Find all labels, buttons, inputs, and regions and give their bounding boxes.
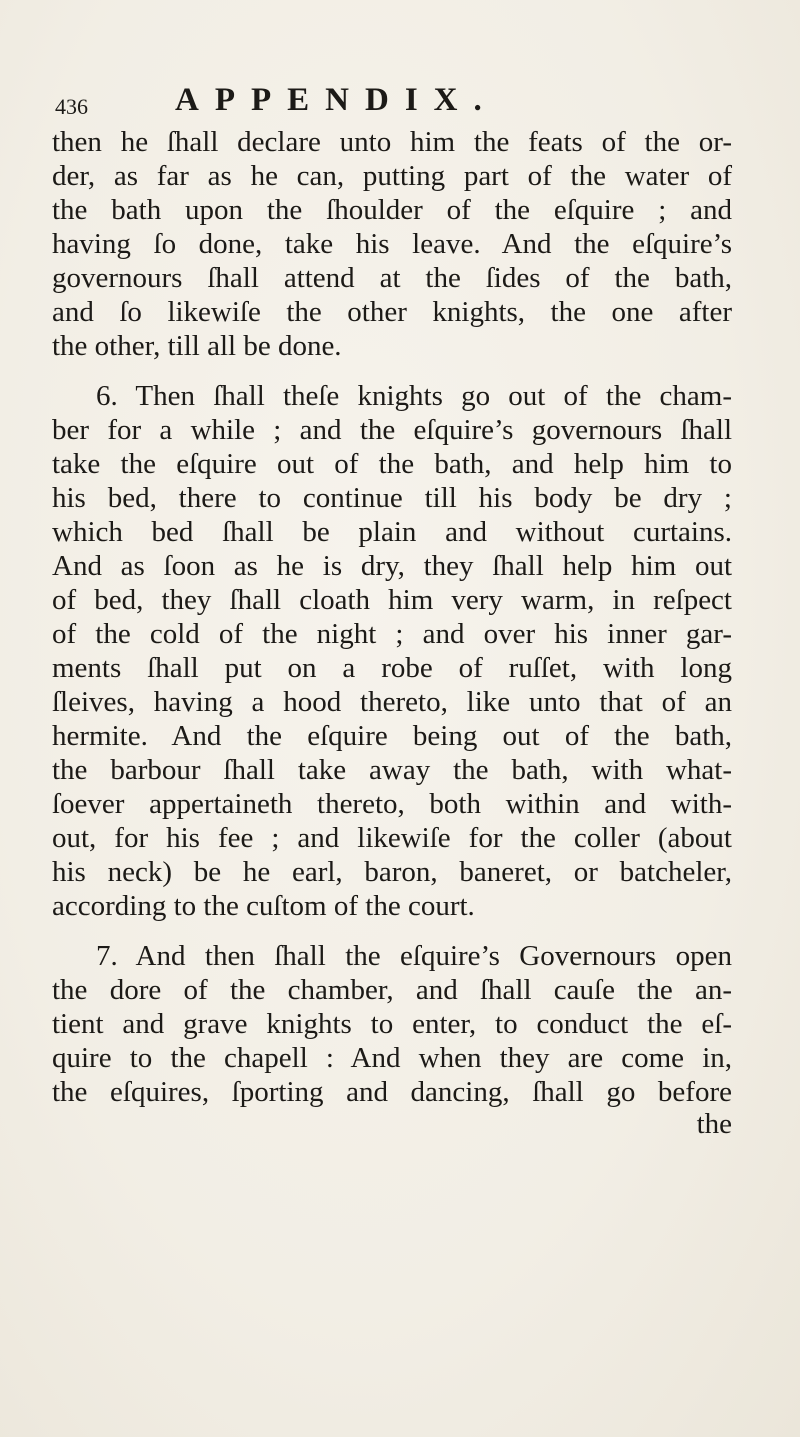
text-line: hermite. And the eſquire being out of the bath, (52, 720, 732, 752)
running-head: APPENDIX. (175, 82, 498, 118)
text-line: 7. And then ſhall the eſquire’s Governours open (96, 940, 732, 972)
text-line: his neck) be he earl, baron, baneret, or batcheler, (52, 856, 732, 888)
text-line: ber for a while ; and the eſquire’s governours ſhall (52, 414, 732, 446)
text-line: take the eſquire out of the bath, and help him to (52, 448, 732, 480)
text-line: tient and grave knights to enter, to conduct the eſ- (52, 1008, 732, 1040)
text-line: ments ſhall put on a robe of ruſſet, with long (52, 652, 732, 684)
text-line: and ſo likewiſe the other knights, the one after (52, 296, 732, 328)
text-line: the eſquires, ſporting and dancing, ſhall go before (52, 1076, 732, 1108)
catchword: the (696, 1108, 732, 1140)
text-line: of bed, they ſhall cloath him very warm, in reſpect (52, 584, 732, 616)
text-line: the dore of the chamber, and ſhall cauſe the an- (52, 974, 732, 1006)
page-number: 436 (55, 94, 88, 119)
text-line: governours ſhall attend at the ſides of the bath, (52, 262, 732, 294)
text-line: der, as far as he can, putting part of the water of (52, 160, 732, 192)
text-line: ſoever appertaineth thereto, both within and with- (52, 788, 732, 820)
paragraph (52, 125, 732, 363)
text-line: according to the cuſtom of the court. (52, 890, 475, 922)
text-line: which bed ſhall be plain and without curtains. (52, 516, 732, 548)
text-line: out, for his fee ; and likewiſe for the coller (about (52, 822, 732, 854)
paragraph (52, 939, 732, 1109)
text-line: his bed, there to continue till his body be dry ; (52, 482, 732, 514)
text-line: then he ſhall declare unto him the feats of the or- (52, 126, 732, 158)
text-line: the barbour ſhall take away the bath, with what- (52, 754, 732, 786)
text-line: the other, till all be done. (52, 330, 342, 362)
text-line: 6. Then ſhall theſe knights go out of the cham- (96, 380, 732, 412)
page-header (55, 78, 655, 118)
text-line: quire to the chapell : And when they are come in, (52, 1042, 732, 1074)
text-line: having ſo done, take his leave. And the eſquire’s (52, 228, 732, 260)
text-line: the bath upon the ſhoulder of the eſquire ; and (52, 194, 732, 226)
paragraph (52, 379, 732, 923)
text-line: And as ſoon as he is dry, they ſhall help him out (52, 550, 732, 582)
body-text (52, 125, 732, 1139)
text-line: ſleives, having a hood thereto, like unto that of an (52, 686, 732, 718)
text-line: of the cold of the night ; and over his inner gar- (52, 618, 732, 650)
